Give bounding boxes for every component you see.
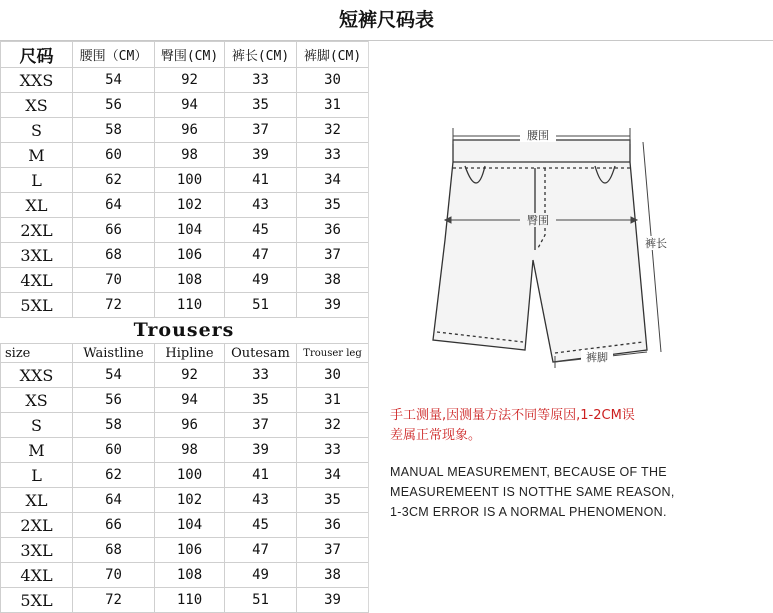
table-row — [1, 513, 369, 538]
size-cell: 2XL — [1, 218, 73, 243]
length-cell: 41 — [225, 168, 297, 193]
length-cell: 41 — [225, 463, 297, 488]
table-row — [1, 538, 369, 563]
header-hipline: Hipline — [155, 344, 225, 363]
leg-cell: 35 — [297, 193, 369, 218]
size-cell: L — [1, 168, 73, 193]
waist-cell: 72 — [73, 293, 155, 318]
leg-cell: 38 — [297, 563, 369, 588]
waist-cell: 60 — [73, 438, 155, 463]
waist-cell: 58 — [73, 413, 155, 438]
leg-cell: 34 — [297, 463, 369, 488]
size-cell: M — [1, 143, 73, 168]
hip-cell: 92 — [155, 68, 225, 93]
column-divider — [368, 41, 369, 610]
table-row — [1, 363, 369, 388]
english-measurement-note — [390, 462, 705, 522]
waist-cell: 58 — [73, 118, 155, 143]
leg-cell: 32 — [297, 118, 369, 143]
waist-cell: 56 — [73, 93, 155, 118]
waist-cell: 54 — [73, 68, 155, 93]
waist-cell: 64 — [73, 488, 155, 513]
length-cell: 51 — [225, 588, 297, 613]
size-cell: S — [1, 118, 73, 143]
leg-cell: 36 — [297, 218, 369, 243]
page-title: 短裤尺码表 — [0, 0, 773, 41]
size-cell: XS — [1, 388, 73, 413]
size-cell: 4XL — [1, 268, 73, 293]
leg-cell: 39 — [297, 588, 369, 613]
length-cell: 47 — [225, 538, 297, 563]
table-row — [1, 438, 369, 463]
size-cell: XXS — [1, 68, 73, 93]
table-row — [1, 218, 369, 243]
size-cell: 3XL — [1, 538, 73, 563]
size-cell: 3XL — [1, 243, 73, 268]
length-cell: 51 — [225, 293, 297, 318]
size-cell: XXS — [1, 363, 73, 388]
hip-cell: 94 — [155, 388, 225, 413]
size-table-chinese — [0, 41, 369, 318]
hip-cell: 98 — [155, 143, 225, 168]
table-row — [1, 293, 369, 318]
hip-label: 臀围 — [527, 214, 549, 227]
shorts-measurement-diagram — [415, 100, 685, 375]
leg-cell: 33 — [297, 438, 369, 463]
length-cell: 43 — [225, 193, 297, 218]
hip-cell: 96 — [155, 118, 225, 143]
leg-cell: 36 — [297, 513, 369, 538]
table-row — [1, 563, 369, 588]
table-header-row — [1, 344, 369, 363]
waist-cell: 62 — [73, 168, 155, 193]
table-row — [1, 488, 369, 513]
waist-label: 腰围 — [527, 129, 549, 142]
leg-cell: 34 — [297, 168, 369, 193]
waist-cell: 60 — [73, 143, 155, 168]
header-hip: 臀围(CM) — [155, 42, 225, 68]
chinese-measurement-note — [390, 406, 720, 446]
hip-cell: 98 — [155, 438, 225, 463]
leg-cell: 33 — [297, 143, 369, 168]
header-waistline: Waistline — [73, 344, 155, 363]
size-cell: S — [1, 413, 73, 438]
trousers-heading: Trousers — [133, 319, 235, 341]
length-cell: 35 — [225, 388, 297, 413]
table-row — [1, 168, 369, 193]
table-row — [1, 68, 369, 93]
hip-cell: 100 — [155, 168, 225, 193]
size-table-english — [0, 343, 369, 613]
leg-cell: 32 — [297, 413, 369, 438]
header-size: 尺码 — [1, 42, 73, 68]
leg-cell: 30 — [297, 363, 369, 388]
length-cell: 33 — [225, 363, 297, 388]
leg-cell: 31 — [297, 93, 369, 118]
table-row — [1, 93, 369, 118]
table-row — [1, 243, 369, 268]
hip-cell: 110 — [155, 588, 225, 613]
waist-cell: 56 — [73, 388, 155, 413]
table-header-row — [1, 42, 369, 68]
length-cell: 49 — [225, 268, 297, 293]
length-cell: 39 — [225, 438, 297, 463]
shorts-outline-icon — [433, 140, 647, 362]
hip-cell: 102 — [155, 488, 225, 513]
table-row — [1, 588, 369, 613]
length-label: 裤长 — [645, 237, 667, 250]
waist-cell: 66 — [73, 218, 155, 243]
hip-cell: 106 — [155, 243, 225, 268]
table-row — [1, 388, 369, 413]
note-cn-line-1: 手工测量,因测量方法不同等原因,1-2CM误 — [390, 408, 635, 423]
length-cell: 45 — [225, 218, 297, 243]
leg-cell: 35 — [297, 488, 369, 513]
hip-cell: 104 — [155, 513, 225, 538]
header-leg: 裤脚(CM) — [297, 42, 369, 68]
hip-cell: 94 — [155, 93, 225, 118]
leg-cell: 37 — [297, 538, 369, 563]
waist-cell: 68 — [73, 538, 155, 563]
waist-cell: 70 — [73, 563, 155, 588]
table-row — [1, 268, 369, 293]
leg-cell: 31 — [297, 388, 369, 413]
hip-cell: 108 — [155, 268, 225, 293]
header-size: size — [1, 344, 73, 363]
hip-cell: 106 — [155, 538, 225, 563]
note-cn-line-2: 差属正常现象。 — [390, 428, 482, 443]
hip-cell: 100 — [155, 463, 225, 488]
hip-cell: 102 — [155, 193, 225, 218]
hip-cell: 110 — [155, 293, 225, 318]
size-cell: XL — [1, 488, 73, 513]
leg-label: 裤脚 — [586, 351, 608, 364]
header-length: 裤长(CM) — [225, 42, 297, 68]
length-cell: 39 — [225, 143, 297, 168]
header-waist: 腰围（CM） — [73, 42, 155, 68]
note-en-line-1: MANUAL MEASUREMENT, BECAUSE OF THE — [390, 465, 667, 479]
waist-cell: 66 — [73, 513, 155, 538]
size-cell: L — [1, 463, 73, 488]
table-row — [1, 118, 369, 143]
table-row — [1, 413, 369, 438]
leg-cell: 39 — [297, 293, 369, 318]
waist-cell: 72 — [73, 588, 155, 613]
waist-cell: 62 — [73, 463, 155, 488]
header-outseam: Outesam — [225, 344, 297, 363]
length-cell: 33 — [225, 68, 297, 93]
waist-cell: 70 — [73, 268, 155, 293]
table-row — [1, 193, 369, 218]
leg-cell: 37 — [297, 243, 369, 268]
waist-cell: 54 — [73, 363, 155, 388]
note-en-line-3: 1-3CM ERROR IS A NORMAL PHENOMENON. — [390, 505, 667, 519]
size-cell: M — [1, 438, 73, 463]
length-cell: 43 — [225, 488, 297, 513]
size-cell: XS — [1, 93, 73, 118]
length-cell: 37 — [225, 118, 297, 143]
hip-cell: 108 — [155, 563, 225, 588]
length-cell: 37 — [225, 413, 297, 438]
length-cell: 49 — [225, 563, 297, 588]
size-cell: XL — [1, 193, 73, 218]
size-cell: 5XL — [1, 588, 73, 613]
size-cell: 4XL — [1, 563, 73, 588]
waist-cell: 64 — [73, 193, 155, 218]
header-trouser-leg: Trouser leg — [297, 344, 369, 363]
waist-cell: 68 — [73, 243, 155, 268]
length-cell: 47 — [225, 243, 297, 268]
note-en-line-2: MEASUREMEENT IS NOTTHE SAME REASON, — [390, 485, 675, 499]
hip-cell: 104 — [155, 218, 225, 243]
leg-cell: 38 — [297, 268, 369, 293]
hip-cell: 96 — [155, 413, 225, 438]
table-row — [1, 143, 369, 168]
length-cell: 45 — [225, 513, 297, 538]
length-cell: 35 — [225, 93, 297, 118]
table-row — [1, 463, 369, 488]
leg-cell: 30 — [297, 68, 369, 93]
size-cell: 2XL — [1, 513, 73, 538]
size-cell: 5XL — [1, 293, 73, 318]
hip-cell: 92 — [155, 363, 225, 388]
